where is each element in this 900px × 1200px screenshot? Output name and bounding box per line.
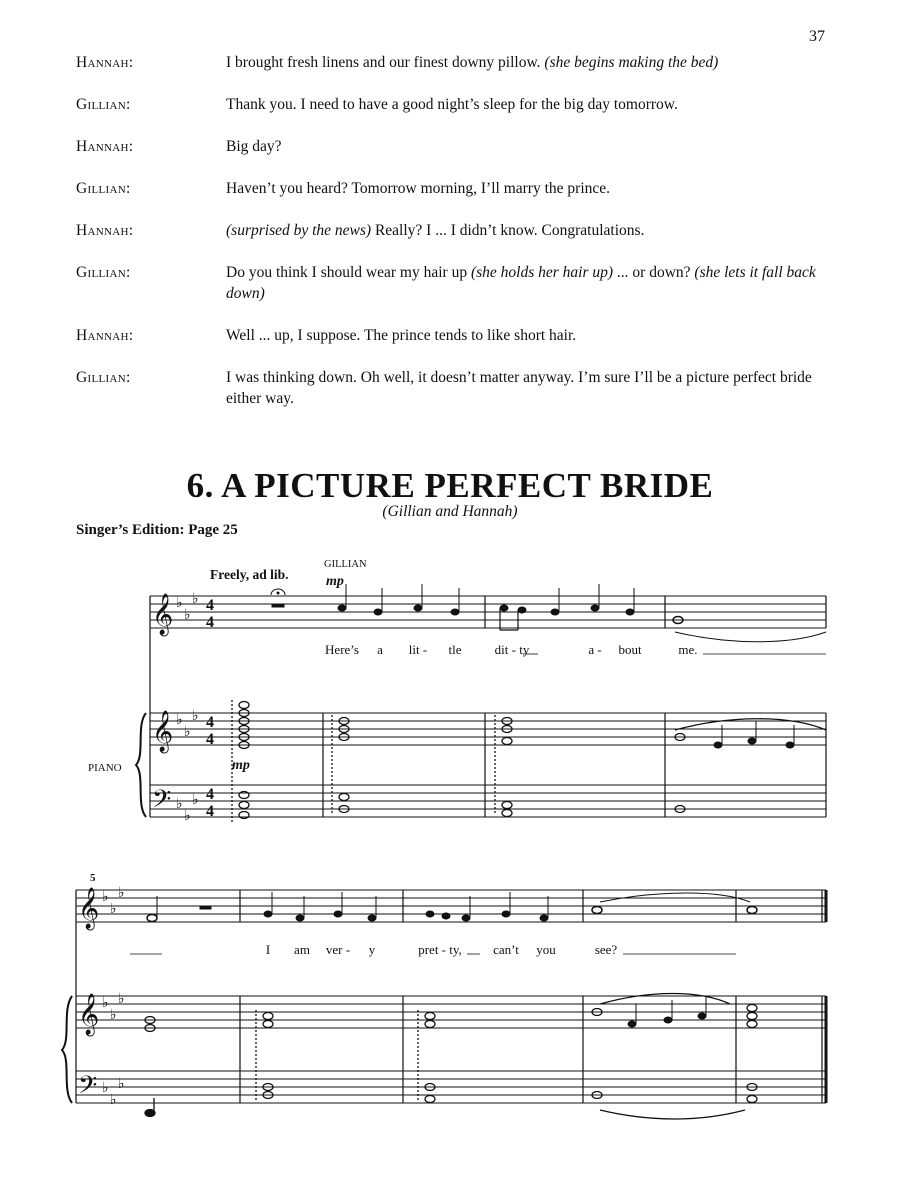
measure-number: 5 [90,872,96,884]
svg-text:4: 4 [206,786,214,803]
lyric: pret - ty, [418,942,462,957]
lyric: see? [594,942,618,957]
lyric: bout [618,642,642,657]
stage-direction: (surprised by the news) [226,222,372,239]
svg-text:4: 4 [206,597,214,614]
svg-text:4: 4 [206,731,214,748]
lyric: a - [588,642,602,657]
speech-text: Haven’t you heard? Tomorrow morning, I’ll marry the prince. [226,180,611,197]
lyric: ver - [325,942,351,957]
svg-text:♭: ♭ [176,712,183,728]
piano-label: PIANO [88,762,122,774]
speaker: Hannah: [76,54,134,71]
barlines [76,596,826,1103]
piano-dynamic: mp [232,758,250,773]
clefs [78,593,173,1106]
lyric: I [265,942,271,957]
svg-text:♭: ♭ [110,1007,117,1023]
svg-text:♭: ♭ [118,885,125,901]
stage-direction: (she holds her hair up) [470,264,614,281]
svg-text:♭: ♭ [176,595,183,611]
svg-text:𝄞: 𝄞 [78,888,100,929]
svg-text:4: 4 [206,803,214,820]
lyric: dit - ty [494,642,530,657]
lyric: am [294,942,310,957]
piano-brace [136,713,146,817]
speech-text: Thank you. I need to have a good night’s sleep for the big day tomorrow. [226,96,678,113]
lyric: a [377,642,383,657]
svg-text:♭: ♭ [184,724,191,740]
svg-text:4: 4 [206,714,214,731]
speaker: Hannah: [76,222,134,239]
speech-text: I brought fresh linens and our finest downy pillow. [226,54,545,71]
singers-edition-reference: Singer’s Edition: Page 25 [76,522,238,538]
svg-text:♭: ♭ [102,889,109,905]
lyric-extenders [130,654,826,954]
lyric: Here’s [325,642,359,657]
speaker: Gillian: [76,180,131,197]
svg-text:♭: ♭ [176,796,183,812]
svg-text:♭: ♭ [192,792,199,808]
voice-dynamic: mp [326,574,344,589]
voice-notes-system-2 [147,892,757,922]
svg-text:𝄢: 𝄢 [152,785,172,820]
speaker: Gillian: [76,96,131,113]
speech-text: Do you think I should wear my hair up [226,264,471,281]
svg-text:♭: ♭ [110,901,117,917]
svg-text:4: 4 [206,614,214,631]
speech-text: Really? I ... I didn’t know. Congratulations. [371,222,645,239]
speech-text: Big day? [226,138,282,155]
song-credit: (Gillian and Hannah) [382,503,518,520]
page-number: 37 [809,28,825,45]
staff-lines [76,596,826,1103]
speech-text: Well ... up, I suppose. The prince tends to like short hair. [226,327,577,344]
piano-brace [62,996,72,1103]
speaker: Hannah: [76,138,134,155]
speaker: Gillian: [76,264,131,281]
svg-text:♭: ♭ [184,607,191,623]
lyric: can’t [493,942,519,957]
svg-text:♭: ♭ [102,1080,109,1096]
lyric: y [368,942,376,957]
voice-notes [271,584,826,642]
stage-direction: (she begins making the bed) [544,54,719,71]
svg-text:♭: ♭ [102,995,109,1011]
tempo-marking: Freely, ad lib. [210,567,289,582]
svg-text:♭: ♭ [192,708,199,724]
svg-text:𝄢: 𝄢 [78,1071,98,1106]
lyric: me. [678,642,698,657]
song-title: 6. A PICTURE PERFECT BRIDE [186,466,714,505]
speech-text: I was thinking down. Oh well, it doesn’t matter anyway. I’m sure I’ll be a picture perfect bride either way. [226,369,812,407]
speaker: Hannah: [76,327,134,344]
piano-chords [232,700,826,822]
svg-text:𝄞: 𝄞 [152,594,174,635]
lyric: tle [448,642,462,657]
lyric: you [536,942,556,957]
time-signature [206,597,214,820]
piano-notes [714,721,794,748]
svg-text:♭: ♭ [110,1092,117,1108]
speaker: Gillian: [76,369,131,386]
svg-text:𝄞: 𝄞 [78,994,100,1035]
svg-text:♭: ♭ [192,591,199,607]
svg-text:♭: ♭ [184,808,191,824]
svg-text:♭: ♭ [118,991,125,1007]
svg-text:𝄞: 𝄞 [152,711,174,752]
lyric: lit - [408,642,428,657]
stage-direction: (she lets it fall back down) [226,264,816,302]
voice-label: GILLIAN [324,559,367,570]
svg-text:♭: ♭ [118,1076,125,1092]
speech-text: ... or down? [613,264,695,281]
